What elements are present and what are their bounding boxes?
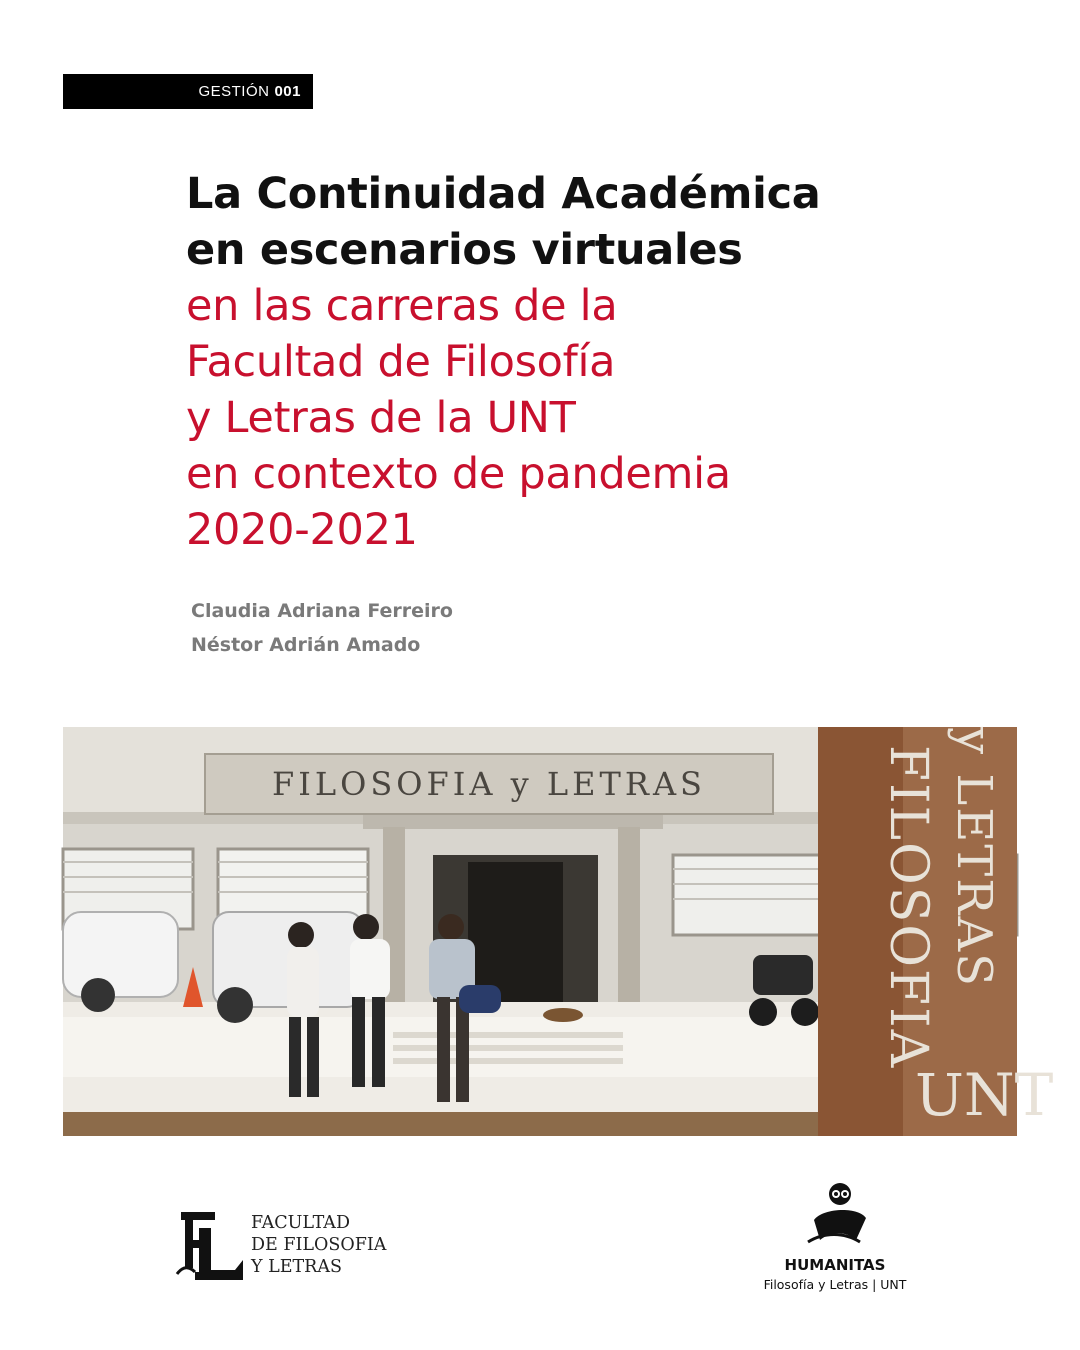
series-number: 001 <box>274 83 301 100</box>
author-name: Claudia Adriana Ferreiro <box>191 600 453 622</box>
series-label: GESTIÓN <box>198 83 270 100</box>
subtitle-line: en contexto de pandemia <box>186 449 731 499</box>
building-sign: FILOSOFIA y LETRAS <box>272 765 706 803</box>
series-tag <box>63 74 313 109</box>
subtitle-line: 2020-2021 <box>186 505 418 555</box>
authors <box>191 594 453 662</box>
owl-book-icon <box>760 1180 910 1252</box>
publisher-name: HUMANITAS <box>784 1256 886 1274</box>
faculty-logo-text <box>251 1212 386 1278</box>
faculty-logo-line: Y LETRAS <box>251 1257 342 1277</box>
monolith-text: UNT <box>915 1061 1054 1129</box>
title-line: en escenarios virtuales <box>186 225 743 275</box>
faculty-monogram-icon <box>175 1208 247 1283</box>
book-title <box>186 166 1046 558</box>
faculty-logo <box>175 1208 415 1283</box>
subtitle-line: Facultad de Filosofía <box>186 337 616 387</box>
faculty-logo-line: DE FILOSOFIA <box>251 1235 387 1255</box>
cover-photo <box>63 727 1054 1136</box>
monolith-text: FILOSOFIA <box>878 745 938 1070</box>
publisher-logo <box>760 1180 910 1300</box>
author-name: Néstor Adrián Amado <box>191 634 421 656</box>
subtitle-line: y Letras de la UNT <box>186 393 576 443</box>
building-photo-illustration <box>63 727 1054 1136</box>
faculty-logo-line: FACULTAD <box>251 1213 350 1233</box>
monolith-text: y LETRAS <box>946 727 1002 988</box>
publisher-subtitle: Filosofía y Letras | UNT <box>763 1277 907 1292</box>
subtitle-line: en las carreras de la <box>186 281 618 331</box>
title-line: La Continuidad Académica <box>186 169 821 219</box>
